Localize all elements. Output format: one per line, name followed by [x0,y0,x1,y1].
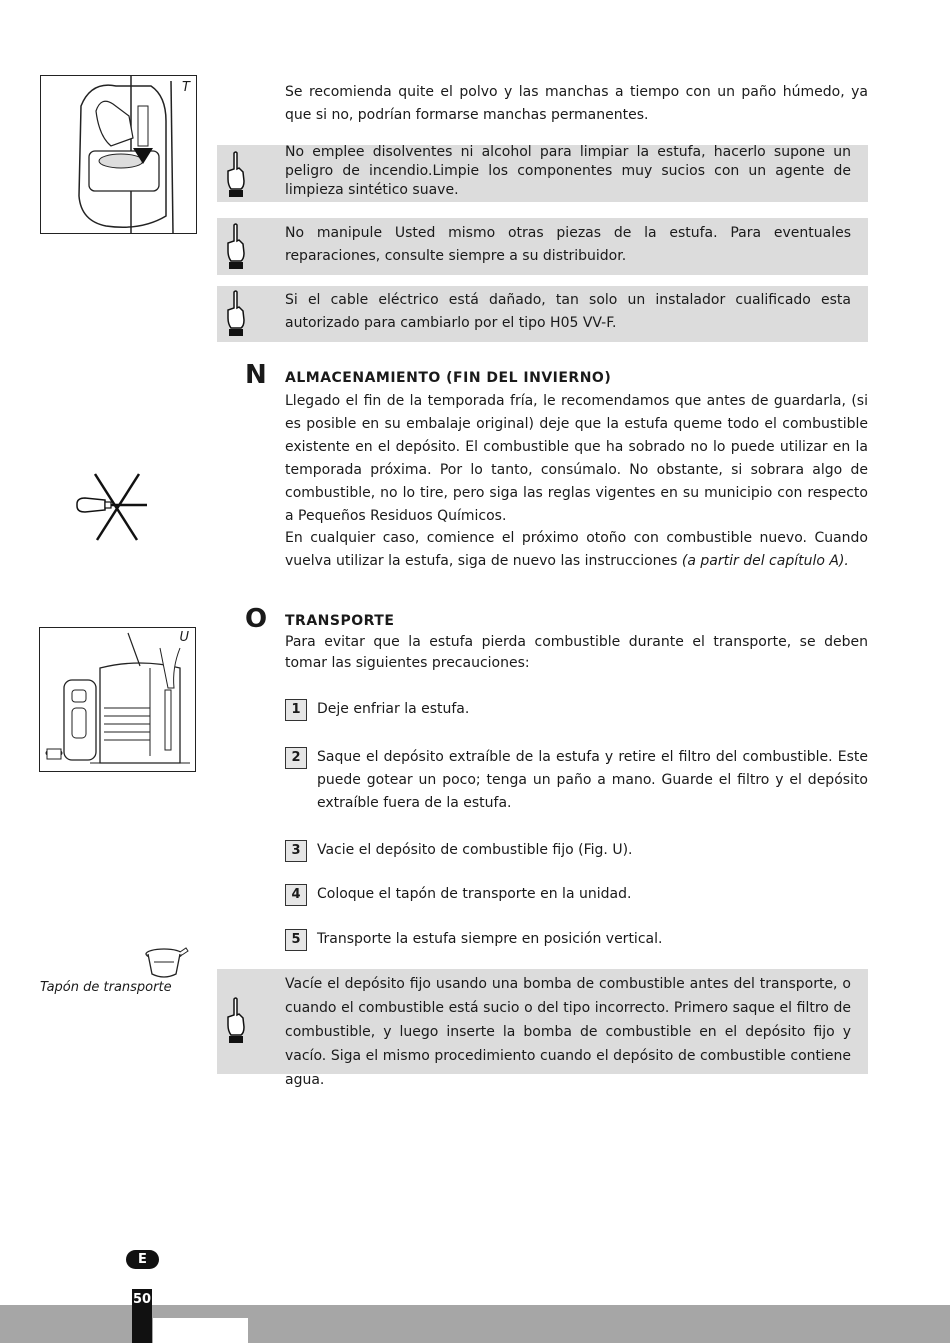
warning-text-2: No manipule Usted mismo otras piezas de la estufa. Para eventuales reparaciones, consulte siempre a su distribuidor. [285,225,851,264]
pointing-hand-icon [225,151,247,199]
section-n-para2 [285,527,868,573]
warning-text-4: Vacíe el depósito fijo usando una bomba de combustible antes del transporte, o cuando el combustible está sucio o del tipo incorrecto. Primero saque el filtro de combustible, y luego inserte la bomba de combustible en el depósito fijo y vacío. Siga el mismo procedimiento cuando el depósito de combustible contiene agua. [285,976,851,1088]
figure-u-label: U [179,630,189,645]
transport-cap-caption: Tapón de transporte [40,980,172,995]
no-screwdriver-icon [75,472,155,542]
section-o-intro: Para evitar que la estufa pierda combustible durante el transporte, se deben tomar las siguientes precauciones: [285,634,868,671]
section-n-para1: Llegado el fin de la temporada fría, le recomendamos que antes de guardarla, (si es posible en su embalaje original) deje que la estufa queme todo el combustible existente en el depósito. El combustible que ha sobrado no lo puede utilizar en la temporada próxima. Por lo tanto, consúmalo. No obstante, si sobrara algo de combustible, no lo tire, pero siga las reglas vigentes en su municipio con respecto a Pequeños Residuos Químicos. [285,393,868,524]
pointing-hand-icon [225,290,247,338]
footer-white-tab [153,1318,248,1343]
step-number-5: 5 [285,929,307,951]
warning-text-3: Si el cable eléctrico está dañado, tan solo un instalador cualificado esta autorizado para cambiarlo por el tipo H05 VV-F. [285,292,851,331]
section-o-heading: TRANSPORTE [285,613,395,629]
pointing-hand-icon [225,997,247,1045]
step-text-4: Coloque el tapón de transporte en la unidad. [317,886,632,902]
figure-t [40,75,197,234]
warning-box-4 [217,969,868,1088]
step-number-3: 3 [285,840,307,862]
step-text-1: Deje enfriar la estufa. [317,701,470,717]
page-number: 50 [132,1289,152,1343]
step-number-2: 2 [285,747,307,769]
figure-t-label: T [182,80,190,95]
step-text-5: Transporte la estufa siempre en posición vertical. [317,931,663,947]
figure-u [39,627,196,772]
pointing-hand-icon [225,223,247,271]
step-text-2: Saque el depósito extraíble de la estufa y retire el filtro del combustible. Este puede gotear un poco; tenga un paño a mano. Guarde el filtro y el depósito extraíble fuera de la estufa. [317,749,868,811]
section-n-heading: ALMACENAMIENTO (FIN DEL INVIERNO) [285,370,612,386]
section-n-letter: N [245,360,267,390]
section-o-letter: O [245,604,268,634]
transport-cap-icon [142,944,190,984]
step-number-1: 1 [285,699,307,721]
step-text-3: Vacie el depósito de combustible fijo (Fig. U). [317,842,633,858]
section-n-para2-text: En cualquier caso, comience el próximo otoño con combustible nuevo. Cuando vuelva utilizar la estufa, siga de nuevo las instrucciones [285,530,868,569]
step-number-4: 4 [285,884,307,906]
warning-box-3 [217,286,868,342]
section-n-para2-ref: (a partir del capítulo A). [681,553,849,569]
warning-text-1: No emplee disolventes ni alcohol para limpiar la estufa, hacerlo supone un peligro de incendio.Limpie los componentes muy sucios con un agente de limpieza sintético suave. [285,144,851,198]
transport-illustration [40,628,195,771]
language-badge: E [126,1250,159,1269]
intro-text: Se recomienda quite el polvo y las manchas a tiempo con un paño húmedo, ya que si no, podrían formarse manchas permanentes. [285,84,868,123]
cleaning-illustration [41,76,196,233]
warning-box-2 [217,218,868,275]
warning-box-1 [217,145,868,202]
